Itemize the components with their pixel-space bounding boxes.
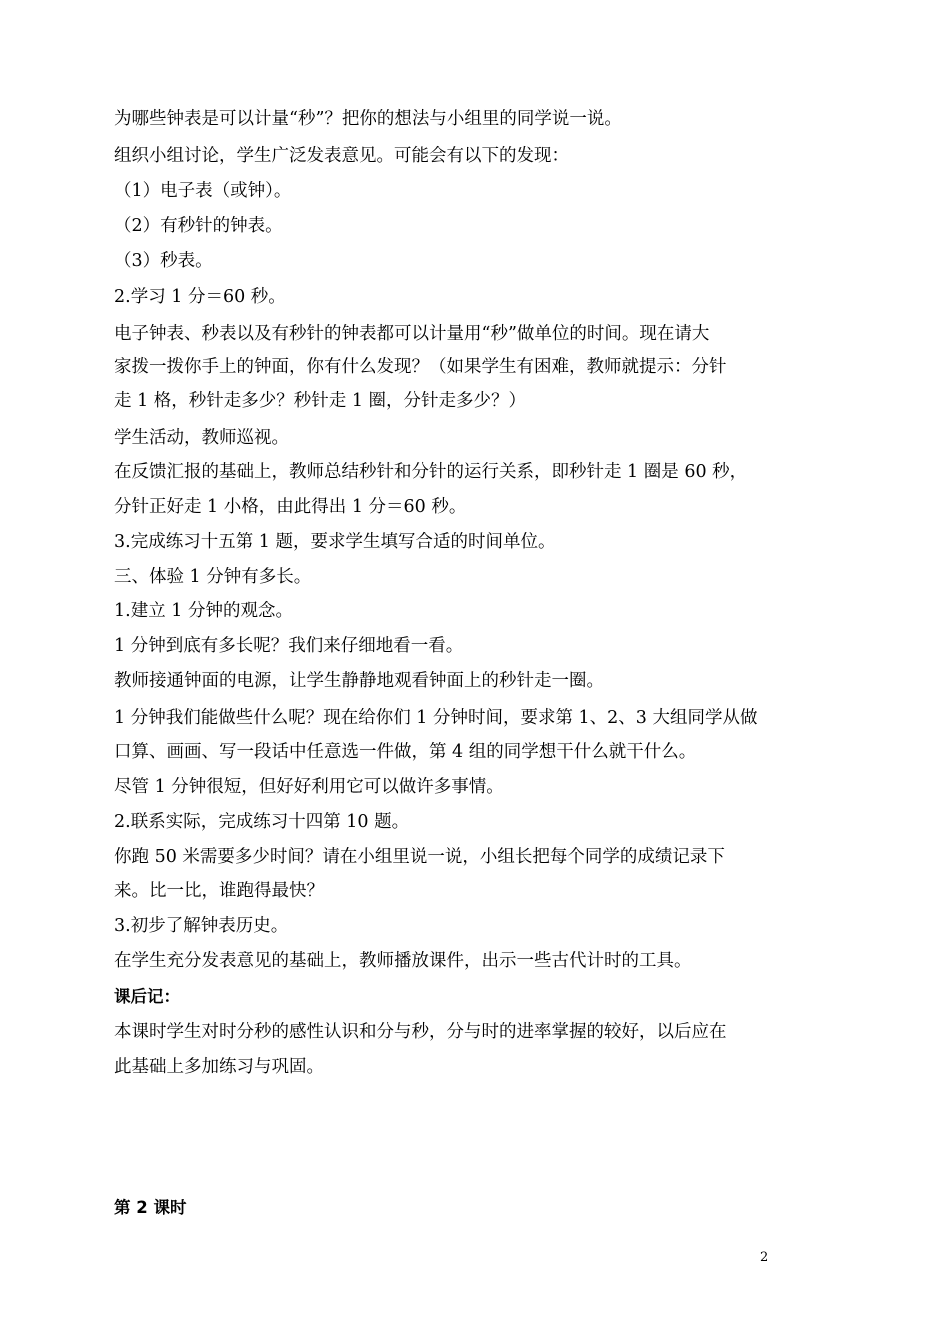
body-text-line: 组织小组讨论，学生广泛发表意见。可能会有以下的发现： — [114, 146, 569, 166]
body-text-line: 在学生充分发表意见的基础上，教师播放课件，出示一些古代计时的工具。 — [114, 951, 692, 971]
body-text-line: 电子钟表、秒表以及有秒针的钟表都可以计量用“秒”做单位的时间。现在请大 — [114, 324, 710, 344]
body-text-line: 本课时学生对时分秒的感性认识和分与秒，分与时的进率掌握的较好，以后应在 — [114, 1022, 727, 1042]
section-heading: 2.联系实际，完成练习十四第 10 题。 — [114, 812, 410, 832]
body-text-line: 学生活动，教师巡视。 — [114, 428, 289, 448]
section-heading: 三、体验 1 分钟有多长。 — [114, 567, 312, 587]
body-text-line: 1 分钟到底有多长呢？我们来仔细地看一看。 — [114, 636, 464, 656]
list-item: （3）秒表。 — [114, 251, 213, 271]
body-text-line: 你跑 50 米需要多少时间？请在小组里说一说，小组长把每个同学的成绩记录下 — [114, 847, 725, 867]
afterclass-heading: 课后记： — [114, 987, 180, 1006]
body-text-line: 家拨一拨你手上的钟面，你有什么发现？（如果学生有困难，教师就提示：分针 — [114, 357, 727, 377]
body-text-line: 口算、画画、写一段话中任意选一件做，第 4 组的同学想干什么就干什么。 — [114, 742, 697, 762]
section-heading: 3.初步了解钟表历史。 — [114, 916, 289, 936]
body-text-line: 尽管 1 分钟很短，但好好利用它可以做许多事情。 — [114, 777, 504, 797]
section-heading: 2.学习 1 分＝60 秒。 — [114, 287, 286, 307]
body-text-line: 1 分钟我们能做些什么呢？现在给你们 1 分钟时间，要求第 1、2、3 大组同学从做 — [114, 708, 758, 728]
lesson-heading: 第 2 课时 — [114, 1198, 187, 1217]
body-text-line: 此基础上多加练习与巩固。 — [114, 1057, 324, 1077]
list-item: （1）电子表（或钟）。 — [114, 181, 292, 201]
section-heading: 3.完成练习十五第 1 题，要求学生填写合适的时间单位。 — [114, 532, 556, 552]
body-text-line: 走 1 格，秒针走多少？秒针走 1 圈，分针走多少？） — [114, 391, 527, 411]
body-text-line: 来。比一比，谁跑得最快？ — [114, 881, 324, 901]
body-text-line: 在反馈汇报的基础上，教师总结秒针和分针的运行关系，即秒针走 1 圈是 60 秒， — [114, 462, 748, 482]
body-text-line: 教师接通钟面的电源，让学生静静地观看钟面上的秒针走一圈。 — [114, 671, 604, 691]
body-text-line: 分针正好走 1 小格，由此得出 1 分＝60 秒。 — [114, 497, 467, 517]
page-number: 2 — [760, 1250, 769, 1265]
section-heading: 1.建立 1 分钟的观念。 — [114, 601, 293, 621]
body-text-line: 为哪些钟表是可以计量“秒”？把你的想法与小组里的同学说一说。 — [114, 109, 622, 129]
list-item: （2）有秒针的钟表。 — [114, 216, 283, 236]
